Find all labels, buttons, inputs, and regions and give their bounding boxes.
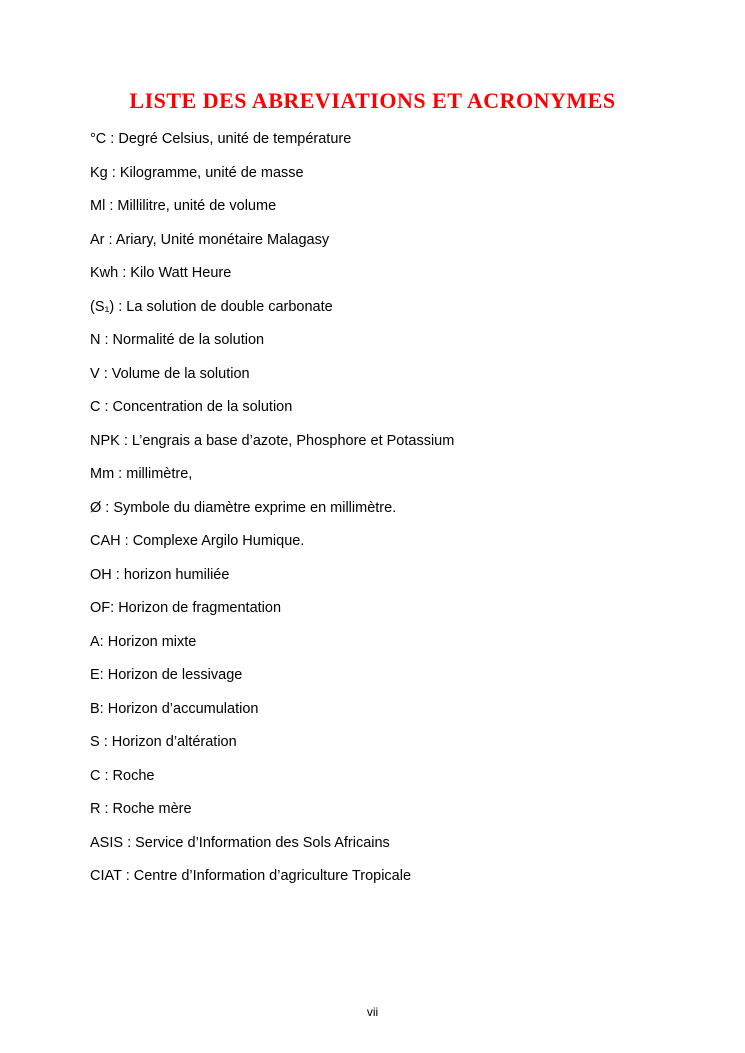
abbreviation-item: Mm : millimètre, [90, 466, 193, 482]
abbreviation-item: A: Horizon mixte [90, 633, 197, 650]
abbreviation-item: °C : Degré Celsius, unité de température [90, 131, 352, 147]
abbreviation-item: OH : horizon humiliée [90, 566, 230, 583]
abbreviation-item: N : Normalité de la solution [90, 332, 265, 348]
abbreviation-item: S : Horizon d’altération [90, 734, 237, 750]
abbreviation-item: (S₁) : La solution de double carbonate [90, 298, 333, 315]
abbreviation-item: B: Horizon d’accumulation [90, 700, 259, 717]
abbreviation-item: Ø : Symbole du diamètre exprime en millimètre. [90, 499, 397, 516]
page-title: LISTE DES ABREVIATIONS ET ACRONYMES [129, 88, 616, 113]
page-number: vii [366, 1005, 379, 1019]
abbreviation-item: Kg : Kilogramme, unité de masse [90, 164, 304, 181]
abbreviation-item: ASIS : Service d’Information des Sols Africains [90, 834, 390, 851]
abbreviation-item: Ar : Ariary, Unité monétaire Malagasy [90, 231, 330, 248]
abbreviation-item: R : Roche mère [90, 801, 192, 817]
abbreviation-item: C : Roche [90, 767, 155, 784]
abbreviation-item: CAH : Complexe Argilo Humique. [90, 533, 305, 549]
abbreviation-item: E: Horizon de lessivage [90, 667, 243, 683]
abbreviation-list [0, 130, 745, 886]
abbreviation-item: V : Volume de la solution [90, 365, 250, 382]
abbreviation-item: CIAT : Centre d’Information d’agriculture Tropicale [90, 868, 412, 884]
abbreviation-item: NPK : L’engrais a base d’azote, Phosphore et Potassium [90, 432, 455, 449]
abbreviation-item: Ml : Millilitre, unité de volume [90, 198, 277, 214]
abbreviation-item: Kwh : Kilo Watt Heure [90, 265, 232, 281]
abbreviation-item: C : Concentration de la solution [90, 399, 293, 415]
abbreviation-item: OF: Horizon de fragmentation [90, 600, 282, 616]
